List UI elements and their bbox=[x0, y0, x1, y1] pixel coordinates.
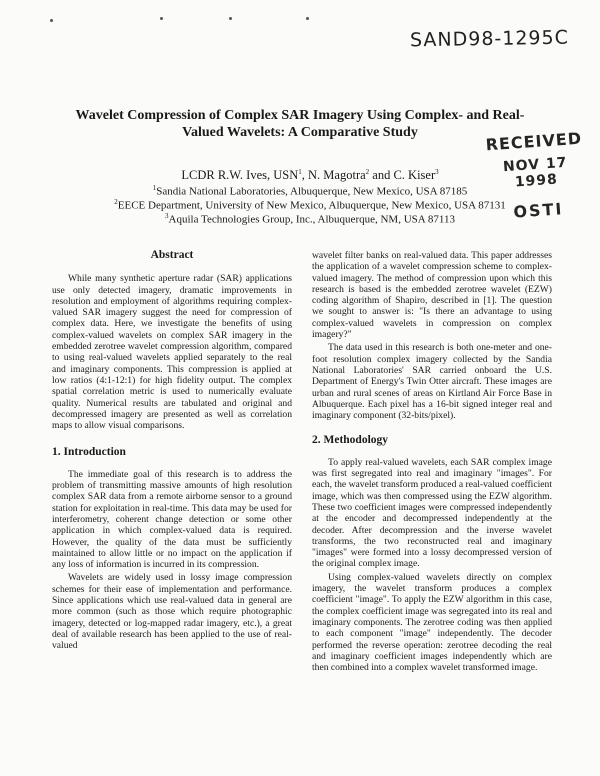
received-text: RECEIVED bbox=[485, 128, 583, 155]
author-1-sup: 1 bbox=[298, 168, 302, 176]
affiliation-3-text: Aquila Technologies Group, Inc., Albuquerque, NM, USA 87113 bbox=[168, 213, 455, 226]
abstract-heading: Abstract bbox=[150, 249, 194, 261]
title-line-1: Wavelet Compression of Complex SAR Imagery Using Complex- and Real- bbox=[75, 108, 525, 123]
scan-speck bbox=[160, 17, 163, 20]
affiliation-2-text: EECE Department, University of New Mexico, Albuquerque, New Mexico, USA 87131 bbox=[117, 199, 506, 212]
affiliation-2-sup: 2 bbox=[114, 198, 118, 206]
received-date: NOV 17 1998 bbox=[502, 154, 568, 191]
right-paragraph-1: wavelet filter banks on real-valued data. This paper addresses the application of a wavelet compression scheme to complex-valued imagery. The method of compression upon which this research is based is the embedded zerotree wavelet (EZW) coding algorithm of Shapiro, described in [1]. The question we sought to answer is: "Is there an advantage to using complex-valued wavelets in compression on complex imagery?" bbox=[312, 250, 552, 341]
paper-title bbox=[60, 107, 540, 141]
affiliation-3-sup: 3 bbox=[165, 212, 169, 220]
methodology-paragraph-1: To apply real-valued wavelets, each SAR complex image was first segregated into real and imaginary "images". For each, the wavelet transform produced a real-valued coefficient image, which was then compressed using the EZW algorithm. These two coefficient images were compressed independently at the encoder and decompressed independently at the decoder. After decompression and the inverse wavelet transforms, the two reconstructed real and imaginary "images" were formed into a lossy decompressed version of the original complex image. bbox=[312, 456, 552, 570]
author-3: and C. Kiser bbox=[372, 168, 436, 183]
scan-speck bbox=[306, 17, 309, 20]
author-2: , N. Magotra bbox=[301, 168, 366, 183]
osti-text: OSTI bbox=[512, 199, 565, 222]
abstract-text: While many synthetic aperture radar (SAR) applications use only detected imagery, dramatic improvements in resolution and employment of algorithms requiring complex-valued SAR imagery suggest the need for compression of complex data. Here, we investigate the benefits of using complex-valued wavelets on complex SAR imagery in the embedded zerotree wavelet compression algorithm, compared to using real-valued wavelets applied separately to the real and imaginary components. This compression is applied at low ratios (4:1-12:1) for high fidelity output. The complex spatial correlation metric is used to numerically evaluate quality. Numerical results are tabulated and original and decompressed imagery are presented as well as correlation maps to allow visual comparisons. bbox=[52, 273, 292, 432]
right-paragraph-2: The data used in this research is both one-meter and one-foot resolution complex imagery collected by the Sandia National Laboratories' SAR carried onboard the U.S. Department of Energy's Twin Otter aircraft. These images are urban and rural scenes of areas on Kirtland Air Force Base in Albuquerque. Each pixel has a 16-bit signed integer real and imaginary component (32-bits/pixel). bbox=[312, 342, 552, 422]
right-column bbox=[312, 250, 552, 673]
intro-heading: 1. Introduction bbox=[52, 446, 126, 459]
scan-speck bbox=[229, 17, 232, 20]
intro-paragraph-2: Wavelets are widely used in lossy image compression schemes for their ease of implementation and performance. Since applications which use real-valued data in general are more common (such as those which require photographic imagery, detected or log-mapped radar imagery, etc.), a great deal of available research has been applied to the use of real-valued bbox=[52, 572, 292, 652]
author-3-sup: 3 bbox=[435, 168, 439, 176]
affiliation-1-sup: 1 bbox=[152, 184, 157, 192]
author-2-sup: 2 bbox=[365, 168, 370, 176]
author-1: LCDR R.W. Ives, USN bbox=[181, 168, 299, 183]
methodology-heading: 2. Methodology bbox=[312, 434, 389, 447]
methodology-paragraph-2: Using complex-valued wavelets directly on complex imagery, the wavelet transform produces a complex coefficient "image". To apply the EZW algorithm in this case, the complex coefficient image was segregated into its real and imaginary components. The zerotree coding was then applied to each component "image" independently. The decoder performed the reverse operation: zerotree decoding the real and imaginary coefficient images independently which are then combined into a complex wavelet transformed image. bbox=[312, 571, 552, 674]
left-column bbox=[52, 250, 292, 652]
report-number-stamp: SAND98-1295C bbox=[409, 26, 570, 52]
intro-paragraph-1: The immediate goal of this research is to address the problem of transmitting massive amounts of high resolution complex SAR data from a remote airborne sensor to a ground station for exploitation in real-time. This data may be used for interferometry, coherent change detection or some other application in which complex-valued data is required. However, the quality of the data must be sufficiently maintained to allow little or no impact on the application if any loss of information is incurred in its compression. bbox=[52, 468, 292, 571]
affiliation-3 bbox=[80, 209, 540, 227]
affiliation-1-text: Sandia National Laboratories, Albuquerque, New Mexico, USA 87185 bbox=[156, 185, 468, 198]
scan-speck bbox=[50, 19, 53, 22]
title-line-2: Valued Wavelets: A Comparative Study bbox=[182, 125, 418, 140]
